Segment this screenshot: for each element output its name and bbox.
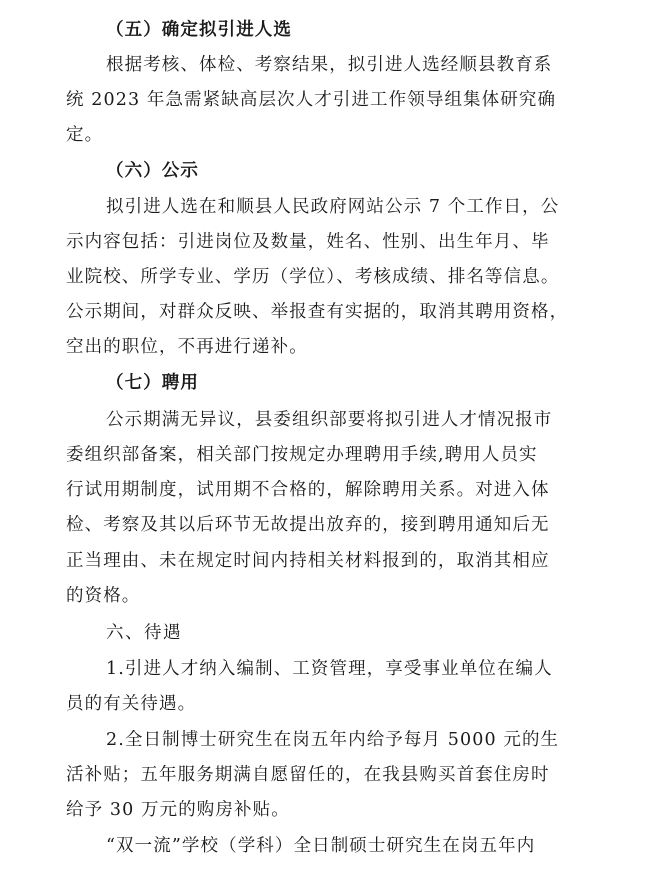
- paragraph-line: 行试用期制度，试用期不合格的，解除聘用关系。对进入体: [66, 480, 550, 500]
- paragraph-line: 的资格。: [66, 586, 141, 606]
- paragraph-line: 业院校、所学专业、学历（学位）、考核成绩、排名等信息。: [66, 267, 560, 287]
- paragraph-line: 公示期满无异议，县委组织部要将拟引进人才情况报市: [106, 410, 553, 430]
- paragraph-line: 检、考察及其以后环节无故提出放弃的，接到聘用通知后无: [66, 515, 550, 535]
- paragraph-line: 活补贴；五年服务期满自愿留任的，在我县购买首套住房时: [66, 765, 550, 785]
- paragraph-line: 根据考核、体检、考察结果，拟引进人选经顺县教育系: [106, 55, 553, 75]
- subsection-heading-6: （六）公示: [106, 161, 199, 181]
- paragraph-line: 1.引进人才纳入编制、工资管理，享受事业单位在编人: [106, 659, 553, 679]
- paragraph-line: 2.全日制博士研究生在岗五年内给予每月 5000 元的生: [106, 730, 560, 750]
- paragraph-line: 员的有关待遇。: [66, 694, 197, 714]
- paragraph-line: 正当理由、未在规定时间内持相关材料报到的，取消其相应: [66, 551, 550, 571]
- paragraph-line: 拟引进人选在和顺县人民政府网站公示 7 个工作日，公: [106, 197, 560, 217]
- subsection-heading-7: （七）聘用: [106, 373, 199, 393]
- paragraph-line: 统 2023 年急需紧缺高层次人才引进工作领导组集体研究确: [66, 90, 557, 110]
- paragraph-line: 给予 30 万元的购房补贴。: [66, 800, 290, 820]
- section-heading-benefits: 六、待遇: [106, 623, 182, 643]
- paragraph-line: “双一流”学校（学科）全日制硕士研究生在岗五年内: [106, 836, 536, 856]
- paragraph-line: 公示期间，对群众反映、举报查有实据的，取消其聘用资格，: [66, 302, 569, 322]
- paragraph-line: 定。: [66, 125, 104, 145]
- paragraph-line: 委组织部备案，相关部门按规定办理聘用手续,聘用人员实: [66, 445, 538, 465]
- paragraph-line: 空出的职位，不再进行递补。: [66, 337, 308, 357]
- subsection-heading-5: （五）确定拟引进人选: [106, 20, 292, 40]
- paragraph-line: 示内容包括：引进岗位及数量，姓名、性别、出生年月、毕: [66, 232, 550, 252]
